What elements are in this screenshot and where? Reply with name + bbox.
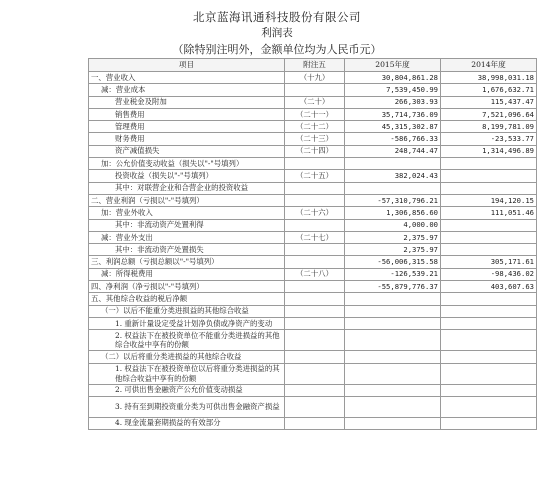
row-value-2015 bbox=[345, 351, 441, 363]
row-note bbox=[285, 330, 345, 351]
row-value-2015: 4,000.00 bbox=[345, 219, 441, 231]
table-header-row bbox=[89, 59, 537, 72]
row-value-2014: 1,676,632.71 bbox=[441, 84, 537, 96]
row-note bbox=[285, 84, 345, 96]
row-item-label: 销售费用 bbox=[89, 108, 285, 120]
row-note: （二十七） bbox=[285, 231, 345, 243]
row-value-2014 bbox=[441, 182, 537, 194]
row-value-2014 bbox=[441, 158, 537, 170]
row-item-label: 其中：非流动资产处置损失 bbox=[89, 244, 285, 256]
row-value-2014: 403,607.63 bbox=[441, 281, 537, 293]
row-item-label: （二）以后将重分类进损益的其他综合收益 bbox=[89, 351, 285, 363]
row-value-2014 bbox=[441, 293, 537, 305]
row-item-label: 加：营业外收入 bbox=[89, 207, 285, 219]
table-row bbox=[89, 108, 537, 120]
column-header-2014: 2014年度 bbox=[441, 59, 537, 72]
row-value-2014: 7,521,096.64 bbox=[441, 108, 537, 120]
row-note bbox=[285, 384, 345, 396]
row-note bbox=[285, 351, 345, 363]
row-value-2015 bbox=[345, 317, 441, 329]
row-item-label: 减：所得税费用 bbox=[89, 268, 285, 280]
table-row bbox=[89, 305, 537, 317]
row-value-2014 bbox=[441, 317, 537, 329]
row-note bbox=[285, 293, 345, 305]
table-row bbox=[89, 84, 537, 96]
table-row bbox=[89, 363, 537, 384]
row-value-2014 bbox=[441, 305, 537, 317]
table-row bbox=[89, 72, 537, 84]
column-header-2015: 2015年度 bbox=[345, 59, 441, 72]
row-note bbox=[285, 182, 345, 194]
row-note bbox=[285, 244, 345, 256]
row-value-2014 bbox=[441, 363, 537, 384]
row-value-2014: 194,120.15 bbox=[441, 194, 537, 206]
row-value-2014: 305,171.61 bbox=[441, 256, 537, 268]
row-value-2015: 30,804,861.28 bbox=[345, 72, 441, 84]
row-item-label: 一、营业收入 bbox=[89, 72, 285, 84]
row-item-label: 营业税金及附加 bbox=[89, 96, 285, 108]
row-note bbox=[285, 158, 345, 170]
row-item-label: 1. 重新计量设定受益计划净负债或净资产的变动 bbox=[89, 317, 285, 329]
row-item-label: 1. 权益法下在被投资单位以后将重分类进损益的其他综合收益中享有的份额 bbox=[89, 363, 285, 384]
row-item-label: 其中：非流动资产处置利得 bbox=[89, 219, 285, 231]
row-value-2015: -57,310,796.21 bbox=[345, 194, 441, 206]
row-value-2015 bbox=[345, 363, 441, 384]
row-note bbox=[285, 194, 345, 206]
table-row bbox=[89, 231, 537, 243]
row-note: （二十四） bbox=[285, 145, 345, 157]
row-value-2014 bbox=[441, 396, 537, 417]
row-note: （二十） bbox=[285, 96, 345, 108]
row-note: （二十八） bbox=[285, 268, 345, 280]
table-row bbox=[89, 133, 537, 145]
row-value-2015 bbox=[345, 330, 441, 351]
row-note bbox=[285, 305, 345, 317]
row-value-2015 bbox=[345, 396, 441, 417]
row-item-label: 财务费用 bbox=[89, 133, 285, 145]
row-value-2014 bbox=[441, 219, 537, 231]
row-value-2014: 8,199,781.09 bbox=[441, 121, 537, 133]
row-value-2015: -126,539.21 bbox=[345, 268, 441, 280]
row-note: （二十三） bbox=[285, 133, 345, 145]
row-value-2014: 115,437.47 bbox=[441, 96, 537, 108]
row-item-label: 减：营业外支出 bbox=[89, 231, 285, 243]
row-item-label: 2. 权益法下在被投资单位不能重分类进损益的其他综合收益中享有的份额 bbox=[89, 330, 285, 351]
income-statement-table bbox=[88, 58, 537, 430]
table-row bbox=[89, 244, 537, 256]
row-note: （十九） bbox=[285, 72, 345, 84]
row-value-2015 bbox=[345, 417, 441, 429]
table-body bbox=[89, 72, 537, 430]
row-note: （二十五） bbox=[285, 170, 345, 182]
table-row bbox=[89, 170, 537, 182]
row-note: （二十一） bbox=[285, 108, 345, 120]
table-row bbox=[89, 417, 537, 429]
row-value-2015 bbox=[345, 384, 441, 396]
table-row bbox=[89, 96, 537, 108]
table-row bbox=[89, 268, 537, 280]
row-note bbox=[285, 281, 345, 293]
row-note: （二十六） bbox=[285, 207, 345, 219]
row-note bbox=[285, 219, 345, 231]
row-value-2014: 38,998,031.18 bbox=[441, 72, 537, 84]
row-value-2014 bbox=[441, 384, 537, 396]
row-value-2014 bbox=[441, 330, 537, 351]
table-row bbox=[89, 121, 537, 133]
row-item-label: 资产减值损失 bbox=[89, 145, 285, 157]
row-item-label: 五、其他综合收益的税后净额 bbox=[89, 293, 285, 305]
row-value-2014 bbox=[441, 351, 537, 363]
table-row bbox=[89, 182, 537, 194]
row-value-2015: -586,766.33 bbox=[345, 133, 441, 145]
row-value-2014 bbox=[441, 170, 537, 182]
row-value-2015: 266,303.93 bbox=[345, 96, 441, 108]
row-value-2015 bbox=[345, 158, 441, 170]
row-item-label: 其中：对联营企业和合营企业的投资收益 bbox=[89, 182, 285, 194]
table-row bbox=[89, 317, 537, 329]
row-value-2015: -56,006,315.58 bbox=[345, 256, 441, 268]
row-item-label: 投资收益（损失以"-"号填列） bbox=[89, 170, 285, 182]
row-note bbox=[285, 363, 345, 384]
row-note bbox=[285, 396, 345, 417]
row-item-label: 三、利润总额（亏损总额以"-"号填列） bbox=[89, 256, 285, 268]
row-value-2015: 2,375.97 bbox=[345, 244, 441, 256]
row-item-label: 4. 现金流量套期损益的有效部分 bbox=[89, 417, 285, 429]
row-note bbox=[285, 317, 345, 329]
company-name: 北京蓝海讯通科技股份有限公司 bbox=[193, 10, 361, 24]
row-item-label: 四、净利润（净亏损以"-"号填列） bbox=[89, 281, 285, 293]
row-value-2015 bbox=[345, 305, 441, 317]
row-note bbox=[285, 417, 345, 429]
statement-subtitle: （除特别注明外，金额单位均为人民币元） bbox=[172, 43, 382, 56]
row-value-2015: 2,375.97 bbox=[345, 231, 441, 243]
row-value-2015: 1,306,856.60 bbox=[345, 207, 441, 219]
row-value-2014 bbox=[441, 417, 537, 429]
row-item-label: 2. 可供出售金融资产公允价值变动损益 bbox=[89, 384, 285, 396]
row-value-2014: 111,051.46 bbox=[441, 207, 537, 219]
row-value-2014 bbox=[441, 244, 537, 256]
row-item-label: 加：公允价值变动收益（损失以"-"号填列） bbox=[89, 158, 285, 170]
row-value-2015: -55,879,776.37 bbox=[345, 281, 441, 293]
row-value-2015 bbox=[345, 182, 441, 194]
row-value-2015: 45,315,302.87 bbox=[345, 121, 441, 133]
row-note bbox=[285, 256, 345, 268]
column-header-note: 附注五 bbox=[285, 59, 345, 72]
row-value-2015: 248,744.47 bbox=[345, 145, 441, 157]
row-item-label: （一）以后不能重分类进损益的其他综合收益 bbox=[89, 305, 285, 317]
table-row bbox=[89, 158, 537, 170]
statement-title: 利润表 bbox=[261, 27, 293, 39]
table-row bbox=[89, 194, 537, 206]
table-row bbox=[89, 396, 537, 417]
row-value-2014: 1,314,496.89 bbox=[441, 145, 537, 157]
table-row bbox=[89, 330, 537, 351]
row-note: （二十二） bbox=[285, 121, 345, 133]
table-row bbox=[89, 219, 537, 231]
row-item-label: 管理费用 bbox=[89, 121, 285, 133]
table-row bbox=[89, 384, 537, 396]
row-value-2015: 382,024.43 bbox=[345, 170, 441, 182]
row-item-label: 减：营业成本 bbox=[89, 84, 285, 96]
row-item-label: 二、营业利润（亏损以"-"号填列） bbox=[89, 194, 285, 206]
table-row bbox=[89, 351, 537, 363]
row-value-2015: 7,539,450.99 bbox=[345, 84, 441, 96]
table-row bbox=[89, 293, 537, 305]
table-row bbox=[89, 256, 537, 268]
row-value-2014: -23,533.77 bbox=[441, 133, 537, 145]
row-value-2014: -98,436.02 bbox=[441, 268, 537, 280]
table-row bbox=[89, 281, 537, 293]
row-value-2014 bbox=[441, 231, 537, 243]
table-row bbox=[89, 207, 537, 219]
column-header-item: 项目 bbox=[89, 59, 285, 72]
row-value-2015 bbox=[345, 293, 441, 305]
row-value-2015: 35,714,736.09 bbox=[345, 108, 441, 120]
table-row bbox=[89, 145, 537, 157]
row-item-label: 3. 持有至到期投资重分类为可供出售金融资产损益 bbox=[89, 396, 285, 417]
